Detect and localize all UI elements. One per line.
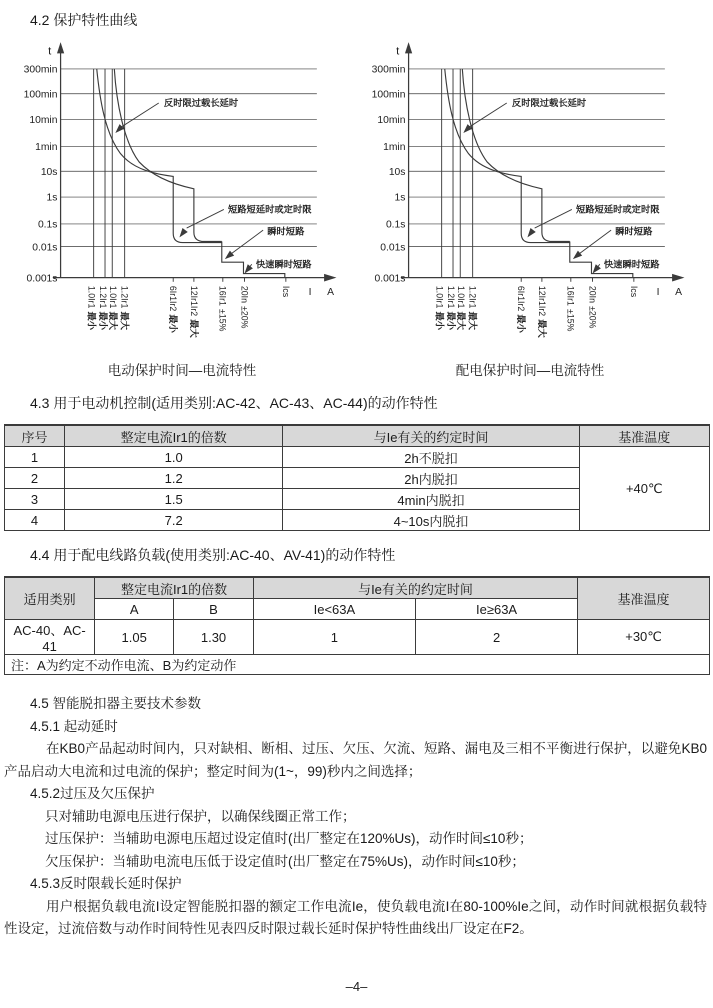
cell: 4min内脱扣 [283,489,579,510]
table-note: 注：A为约定不动作电流、B为约定动作 [5,655,710,675]
paragraph-4-5-2-line1: 只对辅助电源电压进行保护，以确保线圈正常工作； [45,808,356,824]
x-tick-label: 6Ir1Ir2最小 [168,285,179,333]
trip-curve [97,69,222,243]
curve-annotation: 反时限过载长延时 [511,98,587,109]
y-tick-label: 1s [46,192,58,204]
y-tick-label: 100min [23,89,58,101]
curve-annotation: 短路短延时或定时限 [227,204,312,215]
table-row [5,620,710,655]
x-tick-label: 6Ir1Ir2最小 [516,285,527,333]
curve-annotation: 快速瞬时短路 [603,259,660,270]
col-header-category: 适用类别 [5,577,95,620]
annotation-leader [579,230,611,254]
x-tick-label: 1.2Ir1最小 [97,285,108,331]
y-tick-label: 300min [23,64,58,76]
axis-label-current: I [656,287,660,299]
x-axis-arrow-icon [672,274,684,282]
sub-header-a: A [95,599,174,620]
y-tick-label: 10s [388,166,406,178]
annotation-arrow-icon [573,251,582,259]
motor-protection-chart [14,40,350,379]
cell: 1.5 [64,489,283,510]
col-header-time: 与Ie有关的约定时间 [283,425,579,447]
trip-curve [445,69,570,243]
chart-caption-distribution: 配电保护时间—电流特性 [455,363,605,378]
x-tick-label: 20In±20% [587,285,598,329]
y-tick-label: 0.001s [374,273,406,285]
cell: 1.0 [64,447,283,468]
cell: AC-40、AC-41 [5,620,95,655]
annotation-arrow-icon [527,228,535,237]
chart-caption-motor: 电动保护时间—电流特性 [107,363,257,378]
y-tick-label: 0.01s [380,242,406,254]
cell: 1 [5,447,65,468]
annotation-leader [535,209,572,228]
table-header-row [5,425,710,447]
col-header-multiple-group: 整定电流Ir1的倍数 [95,577,254,599]
x-tick-label: 20In±20% [239,285,250,329]
x-tick-label: 12Ir1Ir2最大 [536,285,547,338]
page-number: –4– [345,979,368,994]
x-axis-arrow-icon [324,274,336,282]
trip-curve [462,69,569,242]
cell: 1 [253,620,415,655]
motor-control-table [4,424,710,531]
cell: 7.2 [64,510,283,531]
x-tick-label: Ics [628,285,639,298]
y-axis-arrow-icon [405,42,412,53]
motor-time-current-curve [14,40,350,350]
axis-label-unit: A [327,287,335,299]
y-tick-label: 10min [377,115,406,127]
x-tick-label: 16Ir1±15% [217,285,228,332]
x-tick-label: 1.2Ir1最大 [119,285,130,331]
y-tick-label: 300min [371,64,406,76]
paragraph-4-5-2-line2: 过压保护：当辅助电源电压超过设定值时(出厂整定在120%Us)，动作时间≤10秒； [45,831,533,846]
table-header-row [5,577,710,599]
sub-header-b: B [174,599,254,620]
col-header-temp: 基准温度 [579,425,709,447]
distribution-load-table [4,576,710,675]
sub-header-ie-lt: Ie<63A [253,599,415,620]
annotation-leader [231,230,263,254]
annotation-leader [187,209,224,228]
annotation-leader [122,103,159,127]
paragraph-4-5-1: 在KB0产品起动时间内，只对缺相、断相、过压、欠压、欠流、短路、漏电及三相不平衡进行保护，以避免KB0产品启动大电流和过电流的保护；整定时间为(1~，99)秒内之间选择； [4,741,707,779]
section-4-5-2-heading: 4.5.2过压及欠压保护 [30,786,155,801]
col-header-multiple: 整定电流Ir1的倍数 [64,425,283,447]
cell: 2 [415,620,577,655]
distribution-protection-chart [362,40,698,379]
section-4-5-3-heading: 4.5.3反时限载长延时保护 [30,876,182,891]
axis-label-t: t [48,45,52,58]
axis-label-t: t [396,45,400,58]
cell: 2h不脱扣 [283,447,579,468]
paragraph-4-5-2-line3: 欠压保护：当辅助电流电压低于设定值时(出厂整定在75%Us)，动作时间≤10秒； [45,853,525,869]
x-tick-label: 12Ir1Ir2最大 [188,285,199,338]
cell: 1.05 [95,620,174,655]
section-4-3-heading: 4.3 用于电动机控制(适用类别:AC-42、AC-43、AC-44)的动作特性 [30,395,438,411]
cell: 1.2 [64,468,283,489]
cell: 4 [5,510,65,531]
trip-curve [114,69,221,242]
x-tick-label: 1.0Ir1最小 [434,285,445,331]
cell: 2 [5,468,65,489]
y-tick-label: 0.1s [385,219,406,231]
col-header-temp: 基准温度 [578,577,710,620]
x-tick-label: 1.0Ir1最大 [108,285,119,331]
y-tick-label: 10min [29,115,58,127]
cell: 1.30 [174,620,254,655]
x-tick-label: 1.2Ir1最小 [445,285,456,331]
curve-annotation: 瞬时短路 [267,226,305,237]
annotation-arrow-icon [179,228,187,237]
curve-annotation: 快速瞬时短路 [255,259,312,270]
note-row [5,655,710,675]
curve-annotation: 瞬时短路 [615,226,653,237]
axis-label-current: I [308,287,312,299]
cell-ref-temp: +40℃ [579,447,709,531]
curve-annotation: 反时限过载长延时 [163,98,239,109]
y-tick-label: 1min [35,142,58,154]
distribution-time-current-curve [362,40,698,350]
annotation-arrow-icon [225,251,234,259]
col-header-seq: 序号 [5,425,65,447]
x-tick-label: 1.2Ir1最大 [467,285,478,331]
annotation-leader [470,103,507,127]
charts-row [14,40,713,379]
section-4-4-heading: 4.4 用于配电线路负载(使用类别:AC-40、AV-41)的动作特性 [30,547,396,563]
cell: 3 [5,489,65,510]
section-4-2-heading: 4.2 保护特性曲线 [30,12,138,28]
x-tick-label: 1.0Ir1最小 [86,285,97,331]
annotation-arrow-icon [593,264,601,273]
y-tick-label: 1min [383,142,406,154]
x-tick-label: Ics [280,285,291,298]
annotation-arrow-icon [245,264,253,273]
section-4-5-1-heading: 4.5.1 起动延时 [30,718,118,734]
x-tick-label: 16Ir1±15% [565,285,576,332]
section-4-5-text [0,693,713,941]
y-tick-label: 10s [40,166,58,178]
x-tick-label: 1.0Ir1最大 [456,285,467,331]
col-header-time-group: 与Ie有关的约定时间 [253,577,577,599]
y-tick-label: 0.1s [37,219,58,231]
y-tick-label: 100min [371,89,406,101]
y-tick-label: 0.01s [32,242,58,254]
section-4-5-heading: 4.5 智能脱扣器主要技术参数 [30,696,202,711]
cell: 4~10s内脱扣 [283,510,579,531]
y-tick-label: 0.001s [26,273,58,285]
paragraph-4-5-3: 用户根据负载电流I设定智能脱扣器的额定工作电流Ie，使负载电流I在80-100%Ie之间，动作时间就根据负载特性设定，过流倍数与动作时间特性见表四反时限过载长延时保护特性曲线出厂设定在F2。 [4,898,707,936]
table-row [5,447,710,468]
sub-header-ie-ge: Ie≥63A [415,599,577,620]
cell: +30℃ [578,620,710,655]
y-tick-label: 1s [394,192,406,204]
y-axis-arrow-icon [57,42,64,53]
curve-annotation: 短路短延时或定时限 [575,204,660,215]
axis-label-unit: A [675,287,683,299]
cell: 2h内脱扣 [283,468,579,489]
